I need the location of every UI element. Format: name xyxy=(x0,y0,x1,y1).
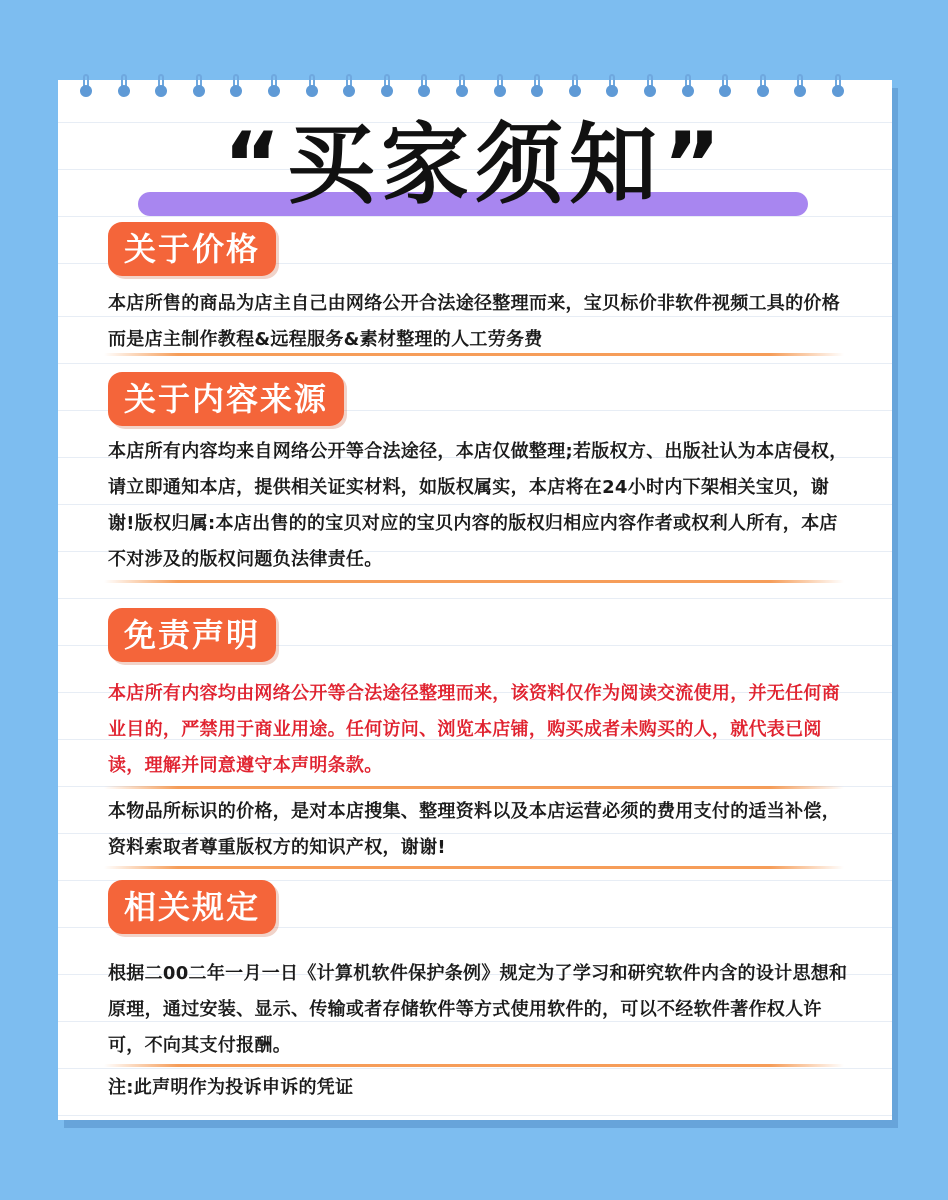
binder-ring xyxy=(531,74,543,100)
regulations-paragraph: 根据二00二年一月一日《计算机软件保护条例》规定为了学习和研究软件内含的设计思想和原理，通过安装、显示、传输或者存储软件等方式使用软件的，可以不经软件著作权人许可，不向其支付报酬。 xyxy=(108,963,848,1056)
source-paragraph: 本店所有内容均来自网络公开等合法途径，本店仅做整理;若版权方、出版社认为本店侵权，请立即通知本店，提供相关证实材料，如版权属实，本店将在24小时内下架相关宝贝，谢谢!版权归属:本店出售的的宝贝对应的宝贝内容的版权归相应内容作者或权利人所有，本店不对涉及的版权问题负法律责任。 xyxy=(108,441,848,570)
binder-ring xyxy=(80,74,92,100)
section-heading-price: 关于价格 xyxy=(108,222,276,276)
binder-ring xyxy=(268,74,280,100)
underline-decoration xyxy=(104,1064,844,1067)
binder-ring xyxy=(418,74,430,100)
binder-ring xyxy=(306,74,318,100)
binder-ring xyxy=(794,74,806,100)
section-heading-regulations: 相关规定 xyxy=(108,880,276,934)
binder-ring xyxy=(569,74,581,100)
underline-decoration xyxy=(104,580,844,583)
page-title: “买家须知” xyxy=(223,113,727,216)
binder-ring xyxy=(606,74,618,100)
binder-ring xyxy=(456,74,468,100)
underline-decoration xyxy=(104,353,844,356)
binder-ring xyxy=(343,74,355,100)
section-heading-source: 关于内容来源 xyxy=(108,372,344,426)
binder-ring xyxy=(193,74,205,100)
section-heading-disclaimer: 免责声明 xyxy=(108,608,276,662)
binder-ring xyxy=(719,74,731,100)
binder-ring xyxy=(832,74,844,100)
binder-ring xyxy=(644,74,656,100)
underline-decoration xyxy=(104,866,844,869)
binder-ring xyxy=(494,74,506,100)
complaint-note: 注:此声明作为投诉申诉的凭证 xyxy=(108,1077,354,1098)
underline-decoration xyxy=(104,786,844,789)
binder-ring xyxy=(381,74,393,100)
binder-ring xyxy=(757,74,769,100)
disclaimer-warning-paragraph: 本店所有内容均由网络公开等合法途径整理而来，该资料仅作为阅读交流使用，并无任何商业目的，严禁用于商业用途。任何访问、浏览本店铺，购买成者未购买的人，就代表已阅读，理解并同意遵守本声明条款。 xyxy=(108,683,840,776)
binder-ring xyxy=(155,74,167,100)
binder-ring xyxy=(118,74,130,100)
disclaimer-price-paragraph: 本物品所标识的价格，是对本店搜集、整理资料以及本店运营必须的费用支付的适当补偿，资料索取者尊重版权方的知识产权，谢谢! xyxy=(108,801,840,858)
price-paragraph: 本店所售的商品为店主自己由网络公开合法途径整理而来，宝贝标价非软件视频工具的价格而是店主制作教程&远程服务&素材整理的人工劳务费 xyxy=(108,293,840,350)
binder-ring xyxy=(230,74,242,100)
binder-ring xyxy=(682,74,694,100)
notice-paper xyxy=(58,80,892,1120)
